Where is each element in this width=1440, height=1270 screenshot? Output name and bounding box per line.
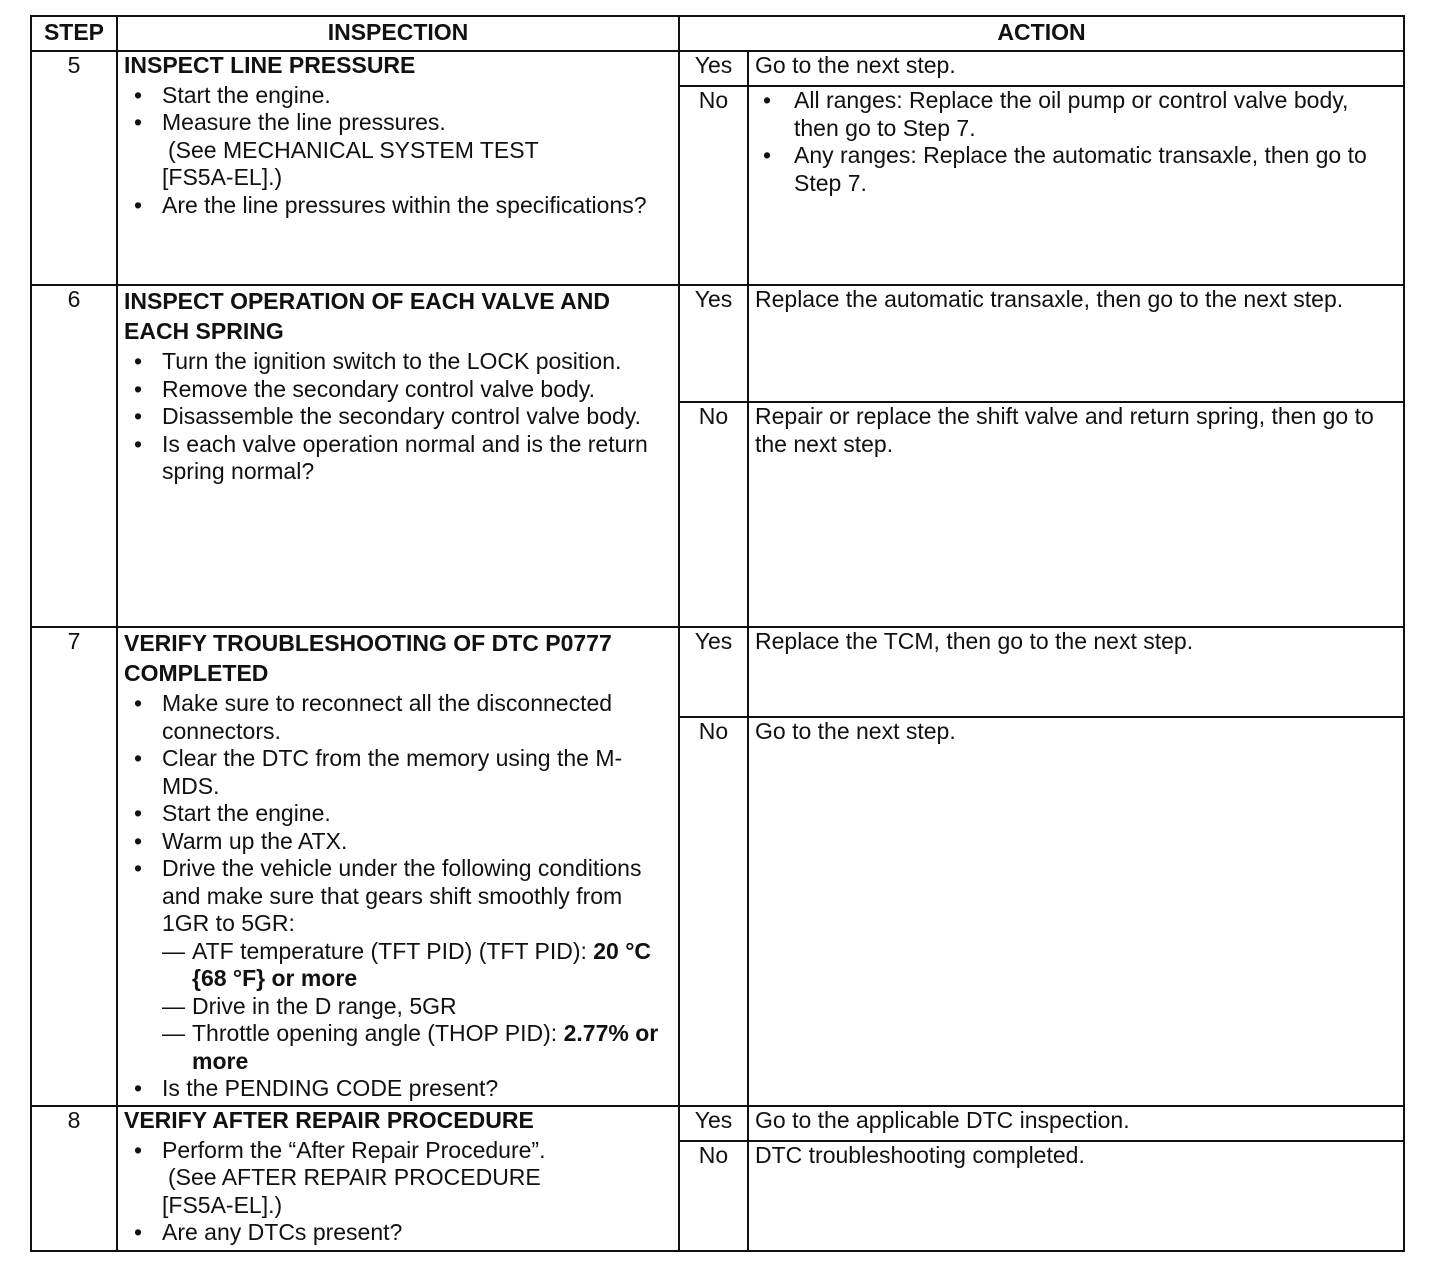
list-item — [124, 855, 672, 1075]
step-7-condition-3-value: 2.77% or more — [192, 1020, 659, 1074]
step-7-inspection — [117, 627, 679, 1106]
step-7-bullet-5: Drive the vehicle under the following conditions and make sure that gears shift smoothly from 1GR to 5GR: — [162, 855, 642, 936]
step-8-bullet-2: Are any DTCs present? — [162, 1219, 403, 1245]
step-7-no-label: No — [679, 717, 748, 1106]
step-5-no-label: No — [679, 86, 748, 285]
diagnostic-procedure-table — [30, 15, 1405, 1252]
list-item — [124, 1137, 672, 1220]
list-item — [124, 376, 672, 404]
step-8-yes-row — [31, 1106, 1404, 1141]
list-item — [124, 192, 672, 220]
step-8-see-reference: (See AFTER REPAIR PROCEDURE — [168, 1164, 541, 1190]
step-8-yes-action: Go to the applicable DTC inspection. — [748, 1106, 1404, 1141]
step-7-bullet-3: Start the engine. — [162, 800, 331, 826]
step-5-no-action-1: All ranges: Replace the oil pump or control valve body, then go to Step 7. — [794, 87, 1349, 141]
step-5-yes-label: Yes — [679, 51, 748, 86]
step-7-no-action: Go to the next step. — [748, 717, 1404, 1106]
step-5-bullet-2: Measure the line pressures. — [162, 109, 446, 135]
step-6-title: INSPECT OPERATION OF EACH VALVE AND EACH SPRING — [124, 288, 611, 344]
list-item — [124, 1219, 672, 1247]
step-5-bullet-1: Start the engine. — [162, 81, 331, 108]
step-7-condition-3: Throttle opening angle (THOP PID): — [192, 1020, 564, 1046]
list-item — [124, 745, 672, 800]
step-5-yes-row — [31, 51, 1404, 86]
list-item — [124, 348, 672, 376]
step-6-yes-action: Replace the automatic transaxle, then go to the next step. — [748, 285, 1404, 402]
step-5-see-reference: (See MECHANICAL SYSTEM TEST — [168, 136, 539, 163]
header-step: STEP — [31, 16, 117, 51]
step-6-yes-label: Yes — [679, 285, 748, 402]
header-row — [31, 16, 1404, 51]
step-8-title: VERIFY AFTER REPAIR PROCEDURE — [124, 1107, 534, 1133]
list-item — [124, 800, 672, 828]
step-7-number: 7 — [31, 627, 117, 1106]
step-7-conditions — [162, 938, 672, 1076]
step-8-yes-label: Yes — [679, 1106, 748, 1141]
step-7-bullet-1: Make sure to reconnect all the disconnected connectors. — [162, 690, 613, 744]
step-7-bullets — [124, 690, 672, 1103]
step-6-bullet-4: Is each valve operation normal and is the return spring normal? — [162, 430, 648, 484]
step-8-number: 8 — [31, 1106, 117, 1251]
step-8-see-reference-cont: [FS5A-EL].) — [162, 1191, 283, 1218]
step-6-no-label: No — [679, 402, 748, 627]
step-5-no-action-2: Any ranges: Replace the automatic transaxle, then go to Step 7. — [794, 142, 1367, 196]
step-8-inspection — [117, 1106, 679, 1251]
step-7-condition-1: ATF temperature (TFT PID) (TFT PID): — [192, 937, 594, 964]
list-item — [755, 87, 1397, 142]
list-item — [124, 828, 672, 856]
step-7-yes-action: Replace the TCM, then go to the next step. — [748, 627, 1404, 717]
header-inspection: INSPECTION — [117, 16, 679, 51]
list-item — [124, 1075, 672, 1103]
step-5-bullets — [124, 82, 672, 220]
step-7-bullet-2: Clear the DTC from the memory using the M-MDS. — [162, 745, 623, 799]
step-6-bullet-3: Disassemble the secondary control valve body. — [162, 403, 641, 429]
step-8-no-label: No — [679, 1141, 748, 1251]
step-6-no-action: Repair or replace the shift valve and return spring, then go to the next step. — [748, 402, 1404, 627]
step-7-title: VERIFY TROUBLESHOOTING OF DTC P0777 COMPLETED — [124, 630, 612, 686]
step-8-no-action: DTC troubleshooting completed. — [748, 1141, 1404, 1251]
step-5-inspection — [117, 51, 679, 285]
step-5-no-action-list — [755, 87, 1397, 197]
list-item — [162, 1020, 672, 1075]
step-5-title: INSPECT LINE PRESSURE — [124, 52, 416, 78]
list-item — [124, 403, 672, 431]
step-5-bullet-3: Are the line pressures within the specifications? — [162, 191, 647, 218]
step-5-yes-action: Go to the next step. — [748, 51, 1404, 86]
step-7-condition-1-value: 20 °C {68 °F} or more — [192, 937, 652, 991]
list-item — [755, 142, 1397, 197]
step-5-no-action — [748, 86, 1404, 285]
step-6-yes-row — [31, 285, 1404, 402]
step-7-yes-row — [31, 627, 1404, 717]
header-action: ACTION — [679, 16, 1404, 51]
step-8-bullets — [124, 1137, 672, 1247]
list-item — [124, 109, 672, 192]
list-item — [124, 690, 672, 745]
list-item — [162, 938, 672, 993]
list-item — [162, 993, 672, 1021]
step-6-bullet-2: Remove the secondary control valve body. — [162, 375, 595, 402]
step-6-number: 6 — [31, 285, 117, 627]
step-7-bullet-6: Is the PENDING CODE present? — [162, 1075, 499, 1101]
list-item — [124, 82, 672, 110]
step-7-yes-label: Yes — [679, 627, 748, 717]
list-item — [124, 431, 672, 486]
step-6-inspection — [117, 285, 679, 627]
step-8-bullet-1: Perform the “After Repair Procedure”. — [162, 1136, 546, 1163]
step-6-bullet-1: Turn the ignition switch to the LOCK position. — [162, 348, 622, 374]
step-7-bullet-4: Warm up the ATX. — [162, 827, 348, 854]
step-5-see-reference-cont: [FS5A-EL].) — [162, 164, 283, 190]
step-7-condition-2: Drive in the D range, 5GR — [192, 992, 457, 1019]
step-6-bullets — [124, 348, 672, 486]
step-5-number: 5 — [31, 51, 117, 285]
